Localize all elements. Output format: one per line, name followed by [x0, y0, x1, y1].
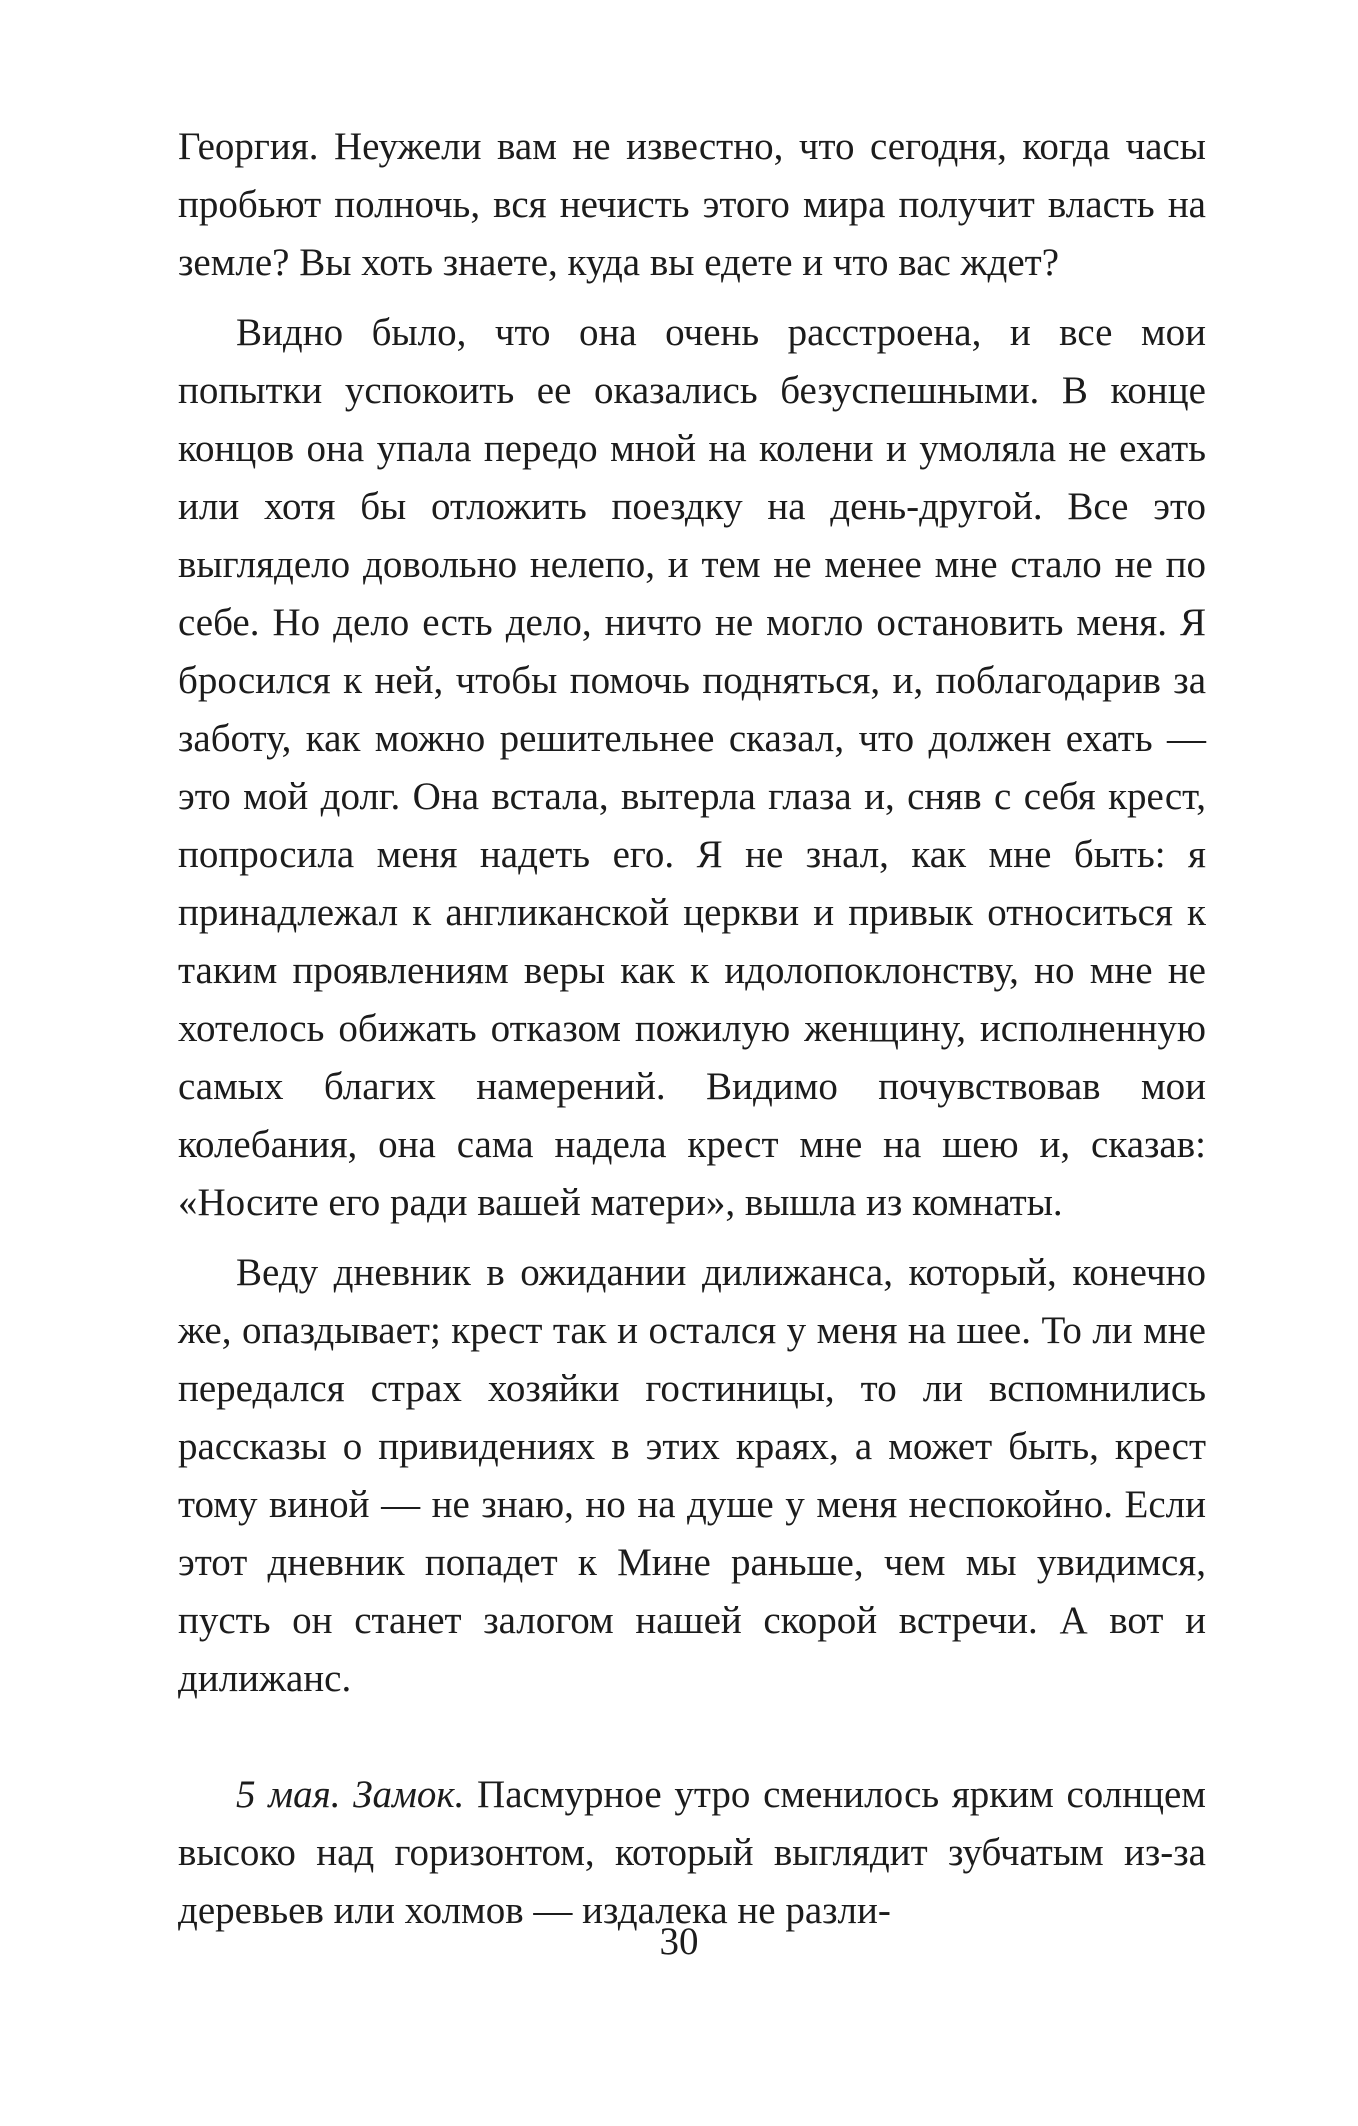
- entry-date-heading: 5 мая. Замок.: [236, 1773, 465, 1816]
- paragraph-continuation: Георгия. Неужели вам не известно, что сегодня, когда часы пробьют полночь, вся нечисть этого мира получит власть на земле? Вы хоть знаете, куда вы едете и что вас ждет?: [178, 125, 1206, 284]
- diary-entry: [178, 1766, 1206, 1940]
- entry-text: Пасмурное утро сменилось ярким солнцем высоко над горизонтом, который выглядит зубчатым из-за деревьев или холмов — издалека не разли-: [178, 1773, 1206, 1932]
- page-body: [178, 118, 1206, 1940]
- paragraph-waiting-for-coach: Веду дневник в ожидании дилижанса, который, конечно же, опаздывает; крест так и остался у меня на шее. То ли мне передался страх хозяйки гостиницы, то ли вспомнились рассказы о привидениях в этих краях, а может быть, крест тому виной — не знаю, но на душе у меня неспокойно. Если этот дневник попадет к Мине раньше, чем мы увидимся, пусть он станет залогом нашей скорой встречи. А вот и дилижанс.: [178, 1251, 1206, 1700]
- paragraph-landlady-pleads: Видно было, что она очень расстроена, и все мои попытки успокоить ее оказались безуспешными. В конце концов она упала передо мной на колени и умоляла не ехать или хотя бы отложить поездку на день-другой. Все это выглядело довольно нелепо, и тем не менее мне стало не по себе. Но дело есть дело, ничто не могло остановить меня. Я бросился к ней, чтобы помочь подняться, и, поблагодарив за заботу, как можно решительнее сказал, что должен ехать — это мой долг. Она встала, вытерла глаза и, сняв с себя крест, попросила меня надеть его. Я не знал, как мне быть: я принадлежал к англиканской церкви и привык относиться к таким проявлениям веры как к идолопоклонству, но мне не хотелось обижать отказом пожилую женщину, исполненную самых благих намерений. Видимо почувствовав мои колебания, она сама надела крест мне на шею и, сказав: «Носите его ради вашей матери», вышла из комнаты.: [178, 311, 1206, 1224]
- page-number: 30: [659, 1920, 699, 1963]
